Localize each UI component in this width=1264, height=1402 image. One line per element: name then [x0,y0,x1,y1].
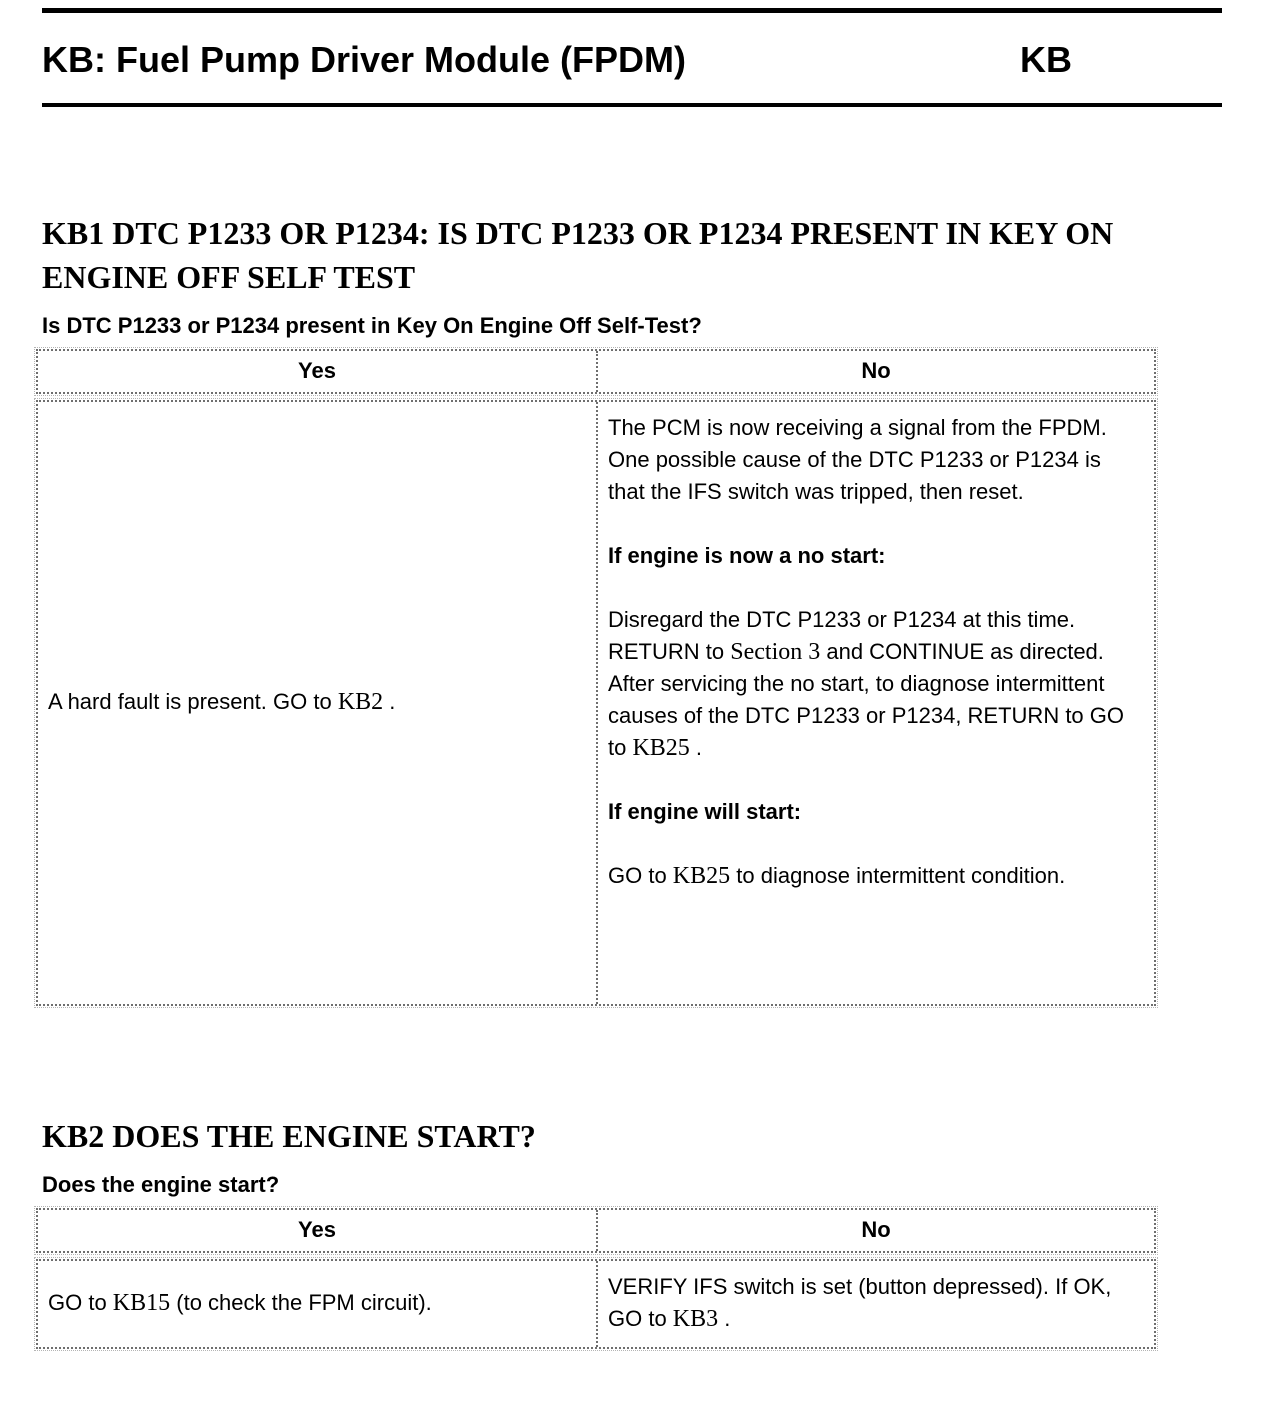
kb2-table [36,1208,1156,1349]
kb1-no-paragraph-3 [608,604,1142,764]
kb1-no-p3-pre: Disregard the DTC P1233 or P1234 at this time. RETURN to [608,607,1076,665]
kb1-no-cell [596,402,1154,1004]
kb1-no-paragraph-4: If engine will start: [608,799,802,825]
kb1-no-ref-kb25-2: KB25 [672,863,731,890]
kb1-no-paragraph-2: If engine is now a no start: [608,543,886,569]
kb2-yes-ref-kb15: KB15 [112,1290,171,1317]
kb1-no-p5-pre: GO to [608,863,673,889]
kb2-yes-text-post: (to check the FPM circuit). [170,1290,432,1316]
header-rule [42,103,1222,107]
kb2-yes-cell [38,1261,596,1347]
kb2-heading: KB2 DOES THE ENGINE START? [42,1118,536,1155]
kb2-no-ref-kb3: KB3 [672,1306,719,1333]
kb2-yes-text-pre: GO to [48,1290,113,1316]
kb1-no-ref-kb25: KB25 [632,735,690,762]
kb1-no-p3-mid: and CONTINUE as directed. After servicing the no start, to diagnose intermittent causes of the DTC P1233 or P1234, RETURN to GO to [608,639,1125,761]
kb1-col-header-no: No [596,351,1154,392]
kb1-no-ref-section3: Section 3 [730,639,821,666]
kb1-yes-text-post: . [383,689,396,715]
kb1-table-header-row [36,349,1156,394]
document-header [42,13,1222,103]
page-title: KB: Fuel Pump Driver Module (FPDM) [42,39,687,80]
kb2-yes-text [48,1287,584,1319]
kb1-question: Is DTC P1233 or P1234 present in Key On Engine Off Self-Test? [42,313,702,339]
kb2-no-text-pre: VERIFY IFS switch is set (button depressed). If OK, GO to [608,1274,1112,1332]
kb2-col-header-yes: Yes [298,1217,336,1243]
kb2-table-header-row [36,1208,1156,1253]
kb2-no-text [608,1271,1142,1335]
section-code: KB [1020,39,1072,80]
kb1-no-paragraph-5 [608,860,1142,892]
kb1-yes-text [48,686,584,718]
kb2-no-cell [596,1261,1154,1347]
kb1-yes-text-pre: A hard fault is present. GO to [48,689,338,715]
kb1-table-body-row [36,400,1156,1006]
kb2-question: Does the engine start? [42,1172,280,1198]
kb2-table-body-row [36,1259,1156,1349]
kb1-heading: KB1 DTC P1233 OR P1234: IS DTC P1233 OR P1234 PRESENT IN KEY ON ENGINE OFF SELF TEST [42,215,1114,296]
kb1-no-paragraph-1: The PCM is now receiving a signal from the FPDM. One possible cause of the DTC P1233 or P1234 is that the IFS switch was tripped, then reset. [608,415,1107,505]
kb1-yes-cell [38,402,596,1004]
kb1-yes-ref-kb2: KB2 [337,689,384,716]
section-kb2 [42,1114,1222,1349]
kb1-col-header-yes: Yes [298,358,336,384]
kb1-table [36,349,1156,1006]
kb1-no-p5-post: to diagnose intermittent condition. [730,863,1066,889]
kb2-no-text-post: . [718,1306,731,1332]
kb1-no-p3-post: . [689,735,703,761]
kb2-col-header-no: No [596,1210,1154,1251]
section-kb1 [42,211,1222,1006]
